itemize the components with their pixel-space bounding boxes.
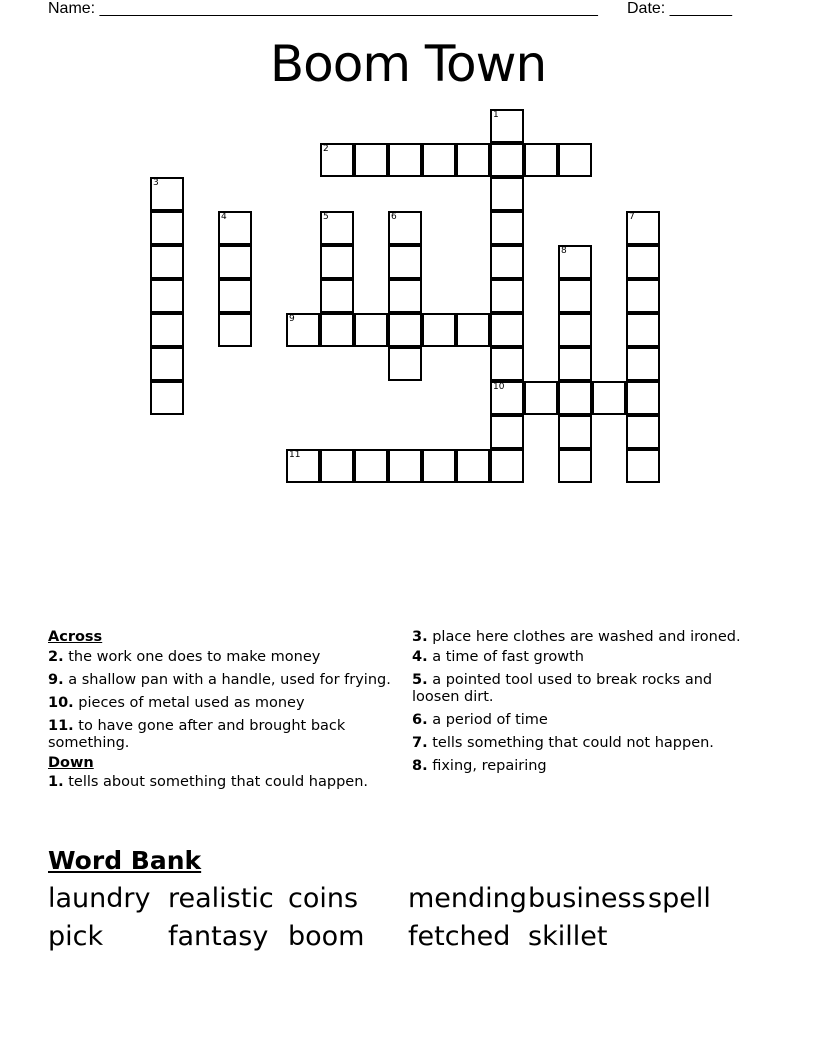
crossword-cell[interactable] [320, 143, 354, 177]
crossword-cell[interactable] [490, 415, 524, 449]
across-clue [48, 718, 398, 752]
crossword-cell[interactable] [218, 245, 252, 279]
crossword-cell[interactable] [558, 279, 592, 313]
clue-text: to have gone after and brought back something. [48, 718, 346, 751]
crossword-cell[interactable] [388, 313, 422, 347]
clue-number-label: 9 [289, 314, 295, 324]
clue-text: tells about something that could happen. [63, 774, 369, 790]
crossword-cell[interactable] [490, 109, 524, 143]
crossword-cell[interactable] [150, 347, 184, 381]
clue-number: 1. [48, 774, 64, 790]
clue-number: 6. [412, 712, 428, 728]
crossword-cell[interactable] [490, 347, 524, 381]
crossword-cell[interactable] [626, 313, 660, 347]
crossword-cell[interactable] [490, 313, 524, 347]
clue-text: tells something that could not happen. [427, 735, 714, 751]
crossword-cell[interactable] [558, 449, 592, 483]
crossword-cell[interactable] [388, 211, 422, 245]
clue-text: fixing, repairing [427, 758, 547, 774]
crossword-cell[interactable] [218, 313, 252, 347]
crossword-cell[interactable] [320, 245, 354, 279]
crossword-cell[interactable] [626, 449, 660, 483]
crossword-cell[interactable] [388, 143, 422, 177]
clue-number: 11. [48, 718, 74, 734]
crossword-cell[interactable] [558, 347, 592, 381]
clue-text: a pointed tool used to break rocks and loosen dirt. [412, 672, 713, 705]
clue-number: 10. [48, 695, 74, 711]
across-heading: Across [48, 629, 103, 645]
crossword-cell[interactable] [524, 381, 558, 415]
crossword-cell[interactable] [388, 449, 422, 483]
down-clue [412, 672, 752, 706]
down-heading: Down [48, 755, 94, 771]
word-bank-word: skillet [528, 921, 608, 952]
clue-number: 8. [412, 758, 428, 774]
word-bank-word: laundry [48, 883, 151, 914]
crossword-cell[interactable] [286, 449, 320, 483]
crossword-cell[interactable] [558, 245, 592, 279]
crossword-cell[interactable] [320, 313, 354, 347]
clue-number-label: 6 [391, 212, 397, 222]
crossword-cell[interactable] [218, 279, 252, 313]
crossword-cell[interactable] [626, 347, 660, 381]
crossword-cell[interactable] [354, 313, 388, 347]
crossword-cell[interactable] [490, 449, 524, 483]
clue-number-label: 7 [629, 212, 635, 222]
name-field-label: Name: ________________________________________________________ [48, 0, 598, 17]
crossword-cell[interactable] [150, 211, 184, 245]
crossword-cell[interactable] [626, 245, 660, 279]
across-clue [48, 695, 398, 712]
crossword-cell[interactable] [320, 279, 354, 313]
page-title: Boom Town [269, 35, 547, 93]
crossword-cell[interactable] [490, 381, 524, 415]
crossword-cell[interactable] [286, 313, 320, 347]
clue-number-label: 3 [153, 178, 159, 188]
date-field-label: Date: _______ [627, 0, 732, 17]
down-clue [412, 629, 752, 646]
crossword-cell[interactable] [626, 279, 660, 313]
crossword-cell[interactable] [354, 143, 388, 177]
crossword-cell[interactable] [490, 211, 524, 245]
clues-left-column [48, 629, 398, 797]
crossword-cell[interactable] [456, 143, 490, 177]
clue-number: 9. [48, 672, 64, 688]
crossword-cell[interactable] [218, 211, 252, 245]
crossword-cell[interactable] [150, 381, 184, 415]
crossword-cell[interactable] [388, 347, 422, 381]
crossword-cell[interactable] [150, 245, 184, 279]
crossword-cell[interactable] [422, 449, 456, 483]
crossword-cell[interactable] [490, 279, 524, 313]
clue-number: 2. [48, 649, 64, 665]
crossword-cell[interactable] [422, 313, 456, 347]
clue-number: 3. [412, 629, 428, 645]
clue-text: pieces of metal used as money [73, 695, 305, 711]
crossword-cell[interactable] [388, 245, 422, 279]
crossword-grid [0, 0, 816, 500]
down-clue [412, 735, 752, 752]
clue-number-label: 4 [221, 212, 227, 222]
crossword-cell[interactable] [490, 245, 524, 279]
word-bank-word: coins [288, 883, 359, 914]
crossword-cell[interactable] [320, 449, 354, 483]
word-bank-word: mending [408, 883, 527, 914]
crossword-cell[interactable] [626, 381, 660, 415]
word-bank-title: Word Bank [48, 846, 202, 875]
word-bank-word: business [528, 883, 646, 914]
crossword-cell[interactable] [558, 381, 592, 415]
down-clue [412, 758, 752, 775]
crossword-cell[interactable] [150, 279, 184, 313]
clue-number-label: 2 [323, 144, 329, 154]
crossword-cell[interactable] [558, 143, 592, 177]
crossword-cell[interactable] [490, 143, 524, 177]
down-clue [412, 712, 752, 729]
crossword-cell[interactable] [150, 313, 184, 347]
clue-number-label: 5 [323, 212, 329, 222]
word-bank-word: spell [648, 883, 711, 914]
word-bank-word: pick [48, 921, 104, 952]
across-clue [48, 649, 398, 666]
crossword-cell[interactable] [626, 211, 660, 245]
clue-number: 4. [412, 649, 428, 665]
clue-text: a shallow pan with a handle, used for frying. [63, 672, 391, 688]
clue-number-label: 8 [561, 246, 567, 256]
word-bank-word: realistic [168, 883, 274, 914]
clue-text: the work one does to make money [63, 649, 321, 665]
crossword-cell[interactable] [422, 143, 456, 177]
crossword-cell[interactable] [558, 313, 592, 347]
crossword-cell[interactable] [456, 449, 490, 483]
clues-right-column [412, 629, 752, 781]
crossword-cell[interactable] [320, 211, 354, 245]
crossword-cell[interactable] [456, 313, 490, 347]
clue-number-label: 11 [289, 450, 301, 460]
word-bank-word: fantasy [168, 921, 269, 952]
crossword-cell[interactable] [388, 279, 422, 313]
crossword-cell[interactable] [524, 143, 558, 177]
clue-number: 7. [412, 735, 428, 751]
crossword-cell[interactable] [150, 177, 184, 211]
across-clue [48, 672, 398, 689]
crossword-cell[interactable] [490, 177, 524, 211]
word-bank-word: fetched [408, 921, 511, 952]
clue-text: a period of time [427, 712, 548, 728]
clue-number: 5. [412, 672, 428, 688]
crossword-cell[interactable] [354, 449, 388, 483]
clue-number-label: 1 [493, 110, 499, 120]
crossword-cell[interactable] [558, 415, 592, 449]
clue-text: a time of fast growth [427, 649, 584, 665]
crossword-cell[interactable] [626, 415, 660, 449]
clue-text: place here clothes are washed and ironed. [427, 629, 741, 645]
word-bank-word: boom [288, 921, 365, 952]
down-clue [48, 774, 398, 791]
clue-number-label: 10 [493, 382, 505, 392]
down-clue [412, 649, 752, 666]
crossword-cell[interactable] [592, 381, 626, 415]
